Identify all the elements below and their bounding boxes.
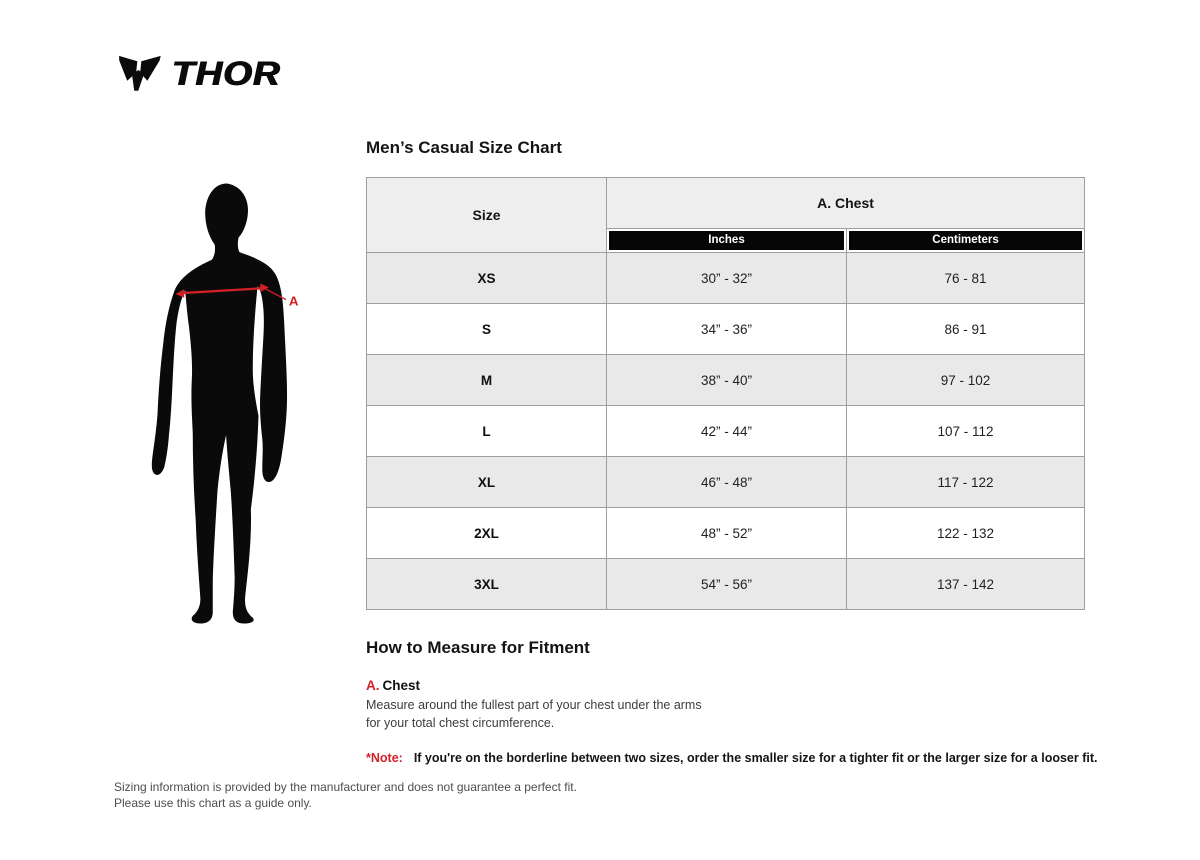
cell-cm: 107 - 112 <box>847 406 1085 457</box>
cell-inches: 46” - 48” <box>607 457 847 508</box>
subheader-inches: Inches <box>609 231 844 250</box>
size-chart-table <box>366 177 1085 610</box>
cell-cm: 122 - 132 <box>847 508 1085 559</box>
cell-size: 3XL <box>367 559 607 610</box>
footer-line-2: Please use this chart as a guide only. <box>114 795 312 810</box>
measure-section-title: How to Measure for Fitment <box>366 638 590 657</box>
cell-size: L <box>367 406 607 457</box>
cell-size: S <box>367 304 607 355</box>
column-header-size: Size <box>367 178 607 253</box>
table-row <box>367 508 1085 559</box>
cell-inches: 30” - 32” <box>607 253 847 304</box>
cell-size: XS <box>367 253 607 304</box>
sizing-note <box>366 751 1098 765</box>
cell-cm: 86 - 91 <box>847 304 1085 355</box>
measure-item-chest <box>366 678 1046 733</box>
subheader-centimeters-cell <box>847 229 1085 253</box>
measure-item-name: Chest <box>382 678 421 693</box>
cell-size: 2XL <box>367 508 607 559</box>
cell-cm: 97 - 102 <box>847 355 1085 406</box>
table-row <box>367 253 1085 304</box>
cell-size: XL <box>367 457 607 508</box>
brand-logo-text: THOR <box>172 54 281 93</box>
measure-item-description: Measure around the fullest part of your chest under the arms for your total chest circumference. <box>366 698 702 730</box>
cell-inches: 54” - 56” <box>607 559 847 610</box>
size-chart-title: Men’s Casual Size Chart <box>366 138 562 157</box>
footer-disclaimer <box>114 780 577 812</box>
chest-label: A <box>288 293 299 309</box>
column-header-chest: A. Chest <box>607 178 1085 229</box>
measure-section <box>366 638 1046 733</box>
table-row <box>367 457 1085 508</box>
size-chart-table-wrap <box>366 177 1085 610</box>
thor-horns-icon <box>114 52 161 96</box>
cell-inches: 42” - 44” <box>607 406 847 457</box>
brand-logo <box>114 52 281 96</box>
subheader-inches-cell <box>607 229 847 253</box>
cell-inches: 34” - 36” <box>607 304 847 355</box>
cell-size: M <box>367 355 607 406</box>
subheader-centimeters: Centimeters <box>849 231 1082 250</box>
cell-inches: 48” - 52” <box>607 508 847 559</box>
footer-line-1: Sizing information is provided by the manufacturer and does not guarantee a perfect fit. <box>114 780 577 794</box>
table-row <box>367 406 1085 457</box>
note-text: If you're on the borderline between two sizes, order the smaller size for a tighter fit or the larger size for a looser fit. <box>413 751 1098 765</box>
cell-cm: 117 - 122 <box>847 457 1085 508</box>
cell-cm: 137 - 142 <box>847 559 1085 610</box>
table-row <box>367 559 1085 610</box>
body-silhouette <box>152 184 287 624</box>
measure-item-key: A. <box>366 678 380 693</box>
measure-item-heading <box>366 678 1046 693</box>
table-row <box>367 355 1085 406</box>
table-row <box>367 304 1085 355</box>
cell-inches: 38” - 40” <box>607 355 847 406</box>
cell-cm: 76 - 81 <box>847 253 1085 304</box>
body-silhouette-figure <box>128 166 328 662</box>
note-label: *Note: <box>366 751 403 765</box>
size-table-body <box>367 253 1085 610</box>
